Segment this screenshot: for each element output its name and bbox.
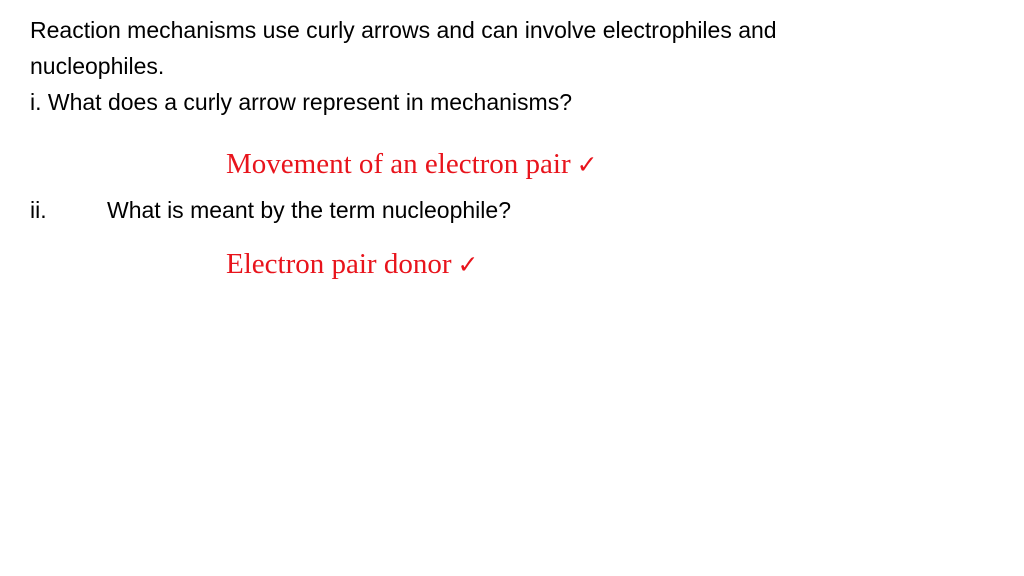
intro-line-1: Reaction mechanisms use curly arrows and can involve electrophiles and bbox=[30, 17, 777, 43]
question-1 bbox=[30, 84, 572, 120]
question-1-number: i. bbox=[30, 89, 42, 115]
question-1-text: What does a curly arrow represent in mechanisms? bbox=[47, 89, 572, 115]
answer-2-text: Electron pair donor bbox=[226, 248, 452, 280]
intro-line-2: nucleophiles. bbox=[30, 53, 165, 79]
answer-1-text: Movement of an electron pair bbox=[226, 148, 571, 180]
checkmark-icon: ✓ bbox=[457, 250, 479, 279]
answer-2 bbox=[226, 244, 478, 285]
checkmark-icon: ✓ bbox=[576, 150, 598, 179]
intro-paragraph bbox=[30, 12, 990, 84]
question-2-text: What is meant by the term nucleophile? bbox=[107, 197, 511, 223]
question-2-number: ii. bbox=[30, 197, 47, 223]
answer-1 bbox=[226, 144, 598, 185]
